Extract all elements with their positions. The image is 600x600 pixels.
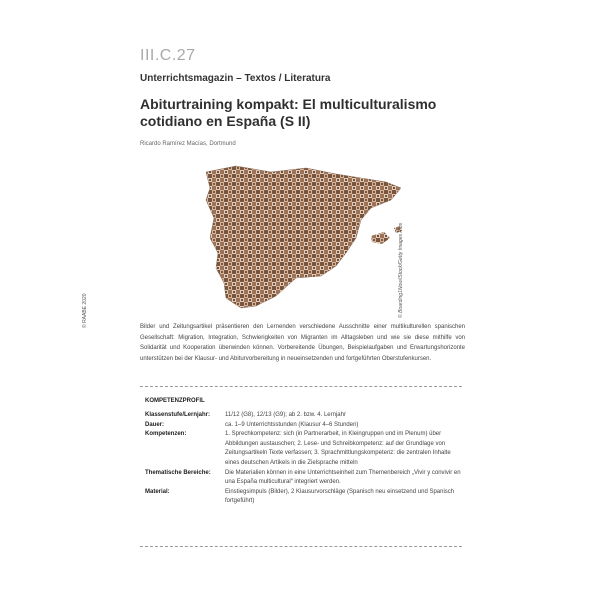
kp-row-klassenstufe — [145, 411, 463, 421]
kp-label: Thematische Bereiche: — [145, 469, 211, 476]
page-title: Abiturtraining kompakt: El multiculturalismo cotidiano en España (S II) — [140, 96, 437, 129]
kp-label: Kompetenzen: — [145, 431, 187, 438]
spain-mosaic-map-image — [196, 158, 410, 320]
kp-row-material — [145, 488, 463, 507]
kompetenzprofil-table — [145, 411, 463, 507]
kp-label: Klassenstufe/Lernjahr: — [145, 412, 211, 418]
section-code: III.C.27 — [140, 47, 196, 64]
divider-bottom — [140, 546, 462, 547]
kp-value: Die Materialien können in eine Unterrichtseinheit zum Themenbereich „Vivir y convivir en una España multicultural“ integriert werden. — [225, 469, 461, 486]
kp-row-kompetenzen — [145, 430, 463, 468]
kompetenzprofil-heading: KOMPETENZPROFIL — [145, 398, 205, 404]
kp-value: 1. Sprechkompetenz: sich (in Partnerarbeit, in Kleingruppen und im Plenum) über Abbildungen austauschen; 2. Lese- und Schreibkompetenz: auf der Grundlage von Zeitungsartikeln Texte verfassen; 3. Sprachmittlungskompetenz: die zentralen Inhalte eines deutschen Artikels in die Zielsprache mitteln — [225, 431, 451, 466]
photo-credit: © Boarding1Now/iStock/Getty Images Plus — [398, 222, 404, 318]
kp-value: 11/12 (G8), 12/13 (G9); ab 2. bzw. 4. Lernjahr — [225, 412, 346, 418]
kp-row-dauer — [145, 421, 463, 431]
balearic-islands-shape — [371, 232, 390, 244]
kp-label: Dauer: — [145, 421, 165, 428]
kp-row-thematische-bereiche — [145, 469, 463, 488]
author: Ricardo Ramírez Macías, Dortmund — [140, 141, 236, 147]
intro-paragraph: Bilder und Zeitungsartikel präsentieren den Lernenden verschiedene Ausschnitte einer multikulturellen spanischen Gesellschaft: Migration, Integration, Schwierigkeiten von Migranten im Alltagsleben und wie sie diese mithilfe von Solidarität und Kooperation überwinden können. Vorbereitende Übungen, Beispielaufgaben und Erwartungshorizonte unterstützen bei der Klausur- und Abiturvorbereitung in neueinsetzenden und fortgeführten Oberstufenkursen. — [140, 324, 465, 362]
series-label: Unterrichtsmagazin – Textos / Literatura — [140, 73, 331, 84]
divider-top — [140, 386, 462, 387]
kp-label: Material: — [145, 488, 170, 495]
kp-value: ca. 1–9 Unterrichtsstunden (Klausur 4–6 Stunden) — [225, 421, 359, 428]
kp-value: Einstiegsimpuls (Bilder), 2 Klausurvorschläge (Spanisch neu einsetzend und Spanisch fortgeführt) — [225, 488, 455, 505]
copyright-note: © RAABE 2020 — [82, 293, 88, 328]
